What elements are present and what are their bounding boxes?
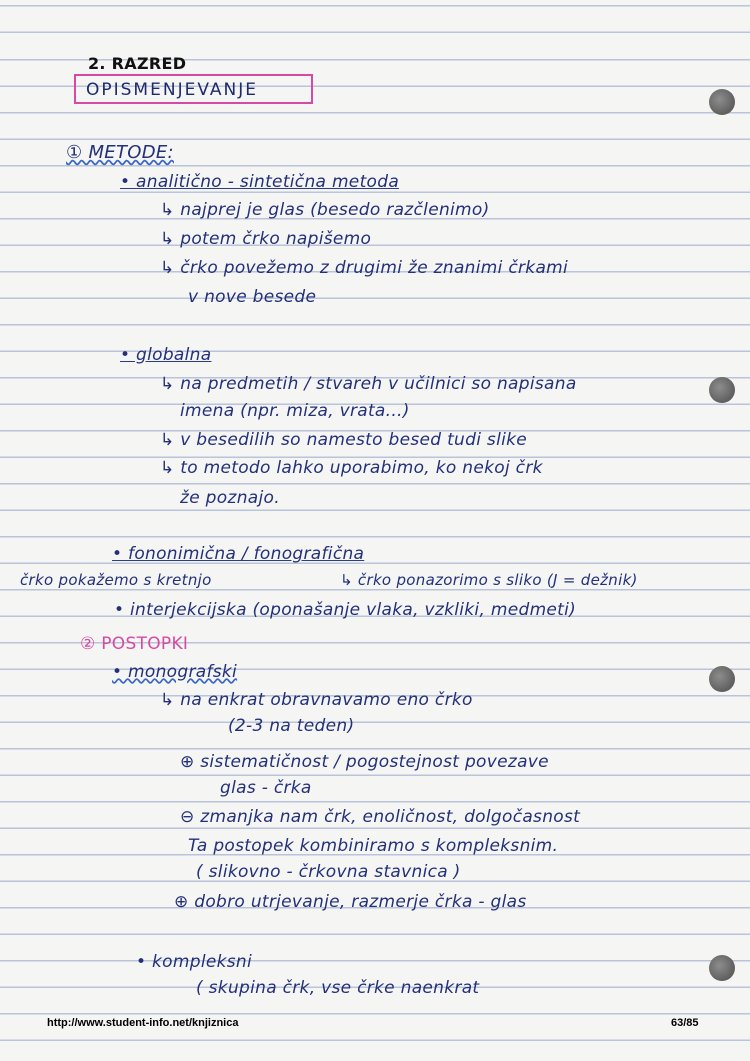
note-line: ↳ črko povežemo z drugimi že znanimi črkami [160, 258, 569, 278]
method-globalna: • globalna [120, 345, 212, 365]
note-line: v nove besede [188, 287, 317, 307]
boxed-title [74, 74, 313, 104]
boxed-title-text: OPISMENJEVANJE [86, 80, 258, 100]
note-line: črko pokažemo s kretnjo [20, 571, 212, 589]
note-line: ↳ na enkrat obravnavamo eno črko [160, 690, 473, 710]
note-line: Ta postopek kombiniramo s kompleksnim. [188, 836, 559, 856]
note-line: ↳ v besedilih so namesto besed tudi slike [160, 430, 528, 450]
note-line: že poznajo. [180, 488, 280, 508]
footer-url: http://www.student-info.net/knjiznica [47, 1017, 239, 1029]
note-line: glas - črka [220, 778, 312, 798]
procedure-kompleksni: • kompleksni [136, 952, 253, 972]
binder-hole [709, 89, 735, 115]
note-line: ( skupina črk, vse črke naenkrat [196, 978, 480, 998]
note-line: ↳ potem črko napišemo [160, 229, 372, 249]
page-title: 2. RAZRED [88, 54, 187, 73]
note-line: imena (npr. miza, vrata...) [180, 401, 410, 421]
section-heading-metode: ① METODE: [66, 142, 174, 163]
note-line: ( slikovno - črkovna stavnica ) [196, 862, 461, 882]
method-fononimicna: • fononimična / fonografična [112, 544, 365, 564]
binder-hole [709, 955, 735, 981]
note-line: ⊕ dobro utrjevanje, razmerje črka - glas [174, 892, 527, 912]
note-line: ↳ na predmetih / stvareh v učilnici so napisana [160, 374, 577, 394]
binder-hole [709, 377, 735, 403]
method-interjekcijska: • interjekcijska (oponašanje vlaka, vzkliki, medmeti) [114, 600, 577, 620]
binder-hole [709, 666, 735, 692]
note-line: ⊖ zmanjka nam črk, enoličnost, dolgočasnost [180, 807, 581, 827]
note-line: ⊕ sistematičnost / pogostejnost povezave [180, 752, 549, 772]
note-line: ↳ najprej je glas (besedo razčlenimo) [160, 200, 490, 220]
page-number: 63/85 [671, 1017, 699, 1029]
procedure-monografski: • monografski [112, 662, 238, 682]
note-line: ↳ črko ponazorimo s sliko (J = dežnik) [340, 571, 638, 589]
section-heading-postopki: ② POSTOPKI [80, 634, 189, 654]
note-line: ↳ to metodo lahko uporabimo, ko nekoj črk [160, 458, 543, 478]
note-line: (2-3 na teden) [228, 716, 355, 736]
method-analiticno: • analitično - sintetična metoda [120, 172, 400, 192]
